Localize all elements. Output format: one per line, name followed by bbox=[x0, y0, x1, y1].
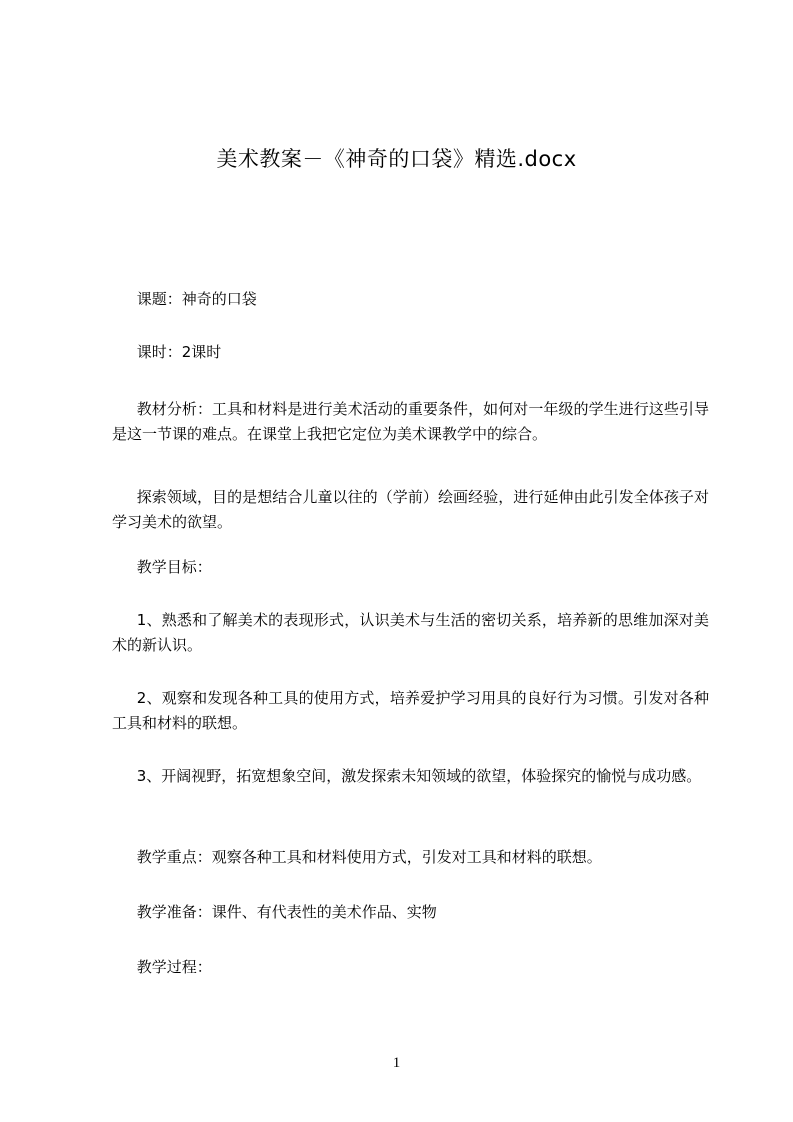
paragraph-goal-1: 1、熟悉和了解美术的表现形式，认识美术与生活的密切关系，培养新的思维加深对美术的新认识。 bbox=[112, 611, 709, 654]
paragraph-process: 教学过程： bbox=[136, 958, 212, 976]
paragraph-explore: 探索领域，目的是想结合儿童以往的（学前）绘画经验，进行延伸由此引发全体孩子对学习美术的欲望。 bbox=[112, 488, 709, 531]
paragraph-key-points: 教学重点：观察各种工具和材料使用方式，引发对工具和材料的联想。 bbox=[136, 848, 602, 866]
paragraph-preparation: 教学准备：课件、有代表性的美术作品、实物 bbox=[136, 903, 437, 921]
paragraph-goals-heading: 教学目标： bbox=[136, 558, 212, 576]
paragraph-topic: 课题：神奇的口袋 bbox=[136, 290, 257, 308]
paragraph-goal-3: 3、开阔视野，拓宽想象空间，激发探索未知领域的欲望，体验探究的愉悦与成功感。 bbox=[136, 767, 702, 785]
page-number: 1 bbox=[392, 1055, 401, 1071]
paragraph-analysis: 教材分析：工具和材料是进行美术活动的重要条件，如何对一年级的学生进行这些引导是这一节课的难点。在课堂上我把它定位为美术课教学中的综合。 bbox=[112, 400, 709, 443]
document-title: 美术教案－《神奇的口袋》精选.docx bbox=[216, 147, 577, 171]
paragraph-goal-2: 2、观察和发现各种工具的使用方式，培养爱护学习用具的良好行为习惯。引发对各种工具和材料的联想。 bbox=[112, 689, 709, 732]
paragraph-hours: 课时：2课时 bbox=[136, 343, 222, 361]
